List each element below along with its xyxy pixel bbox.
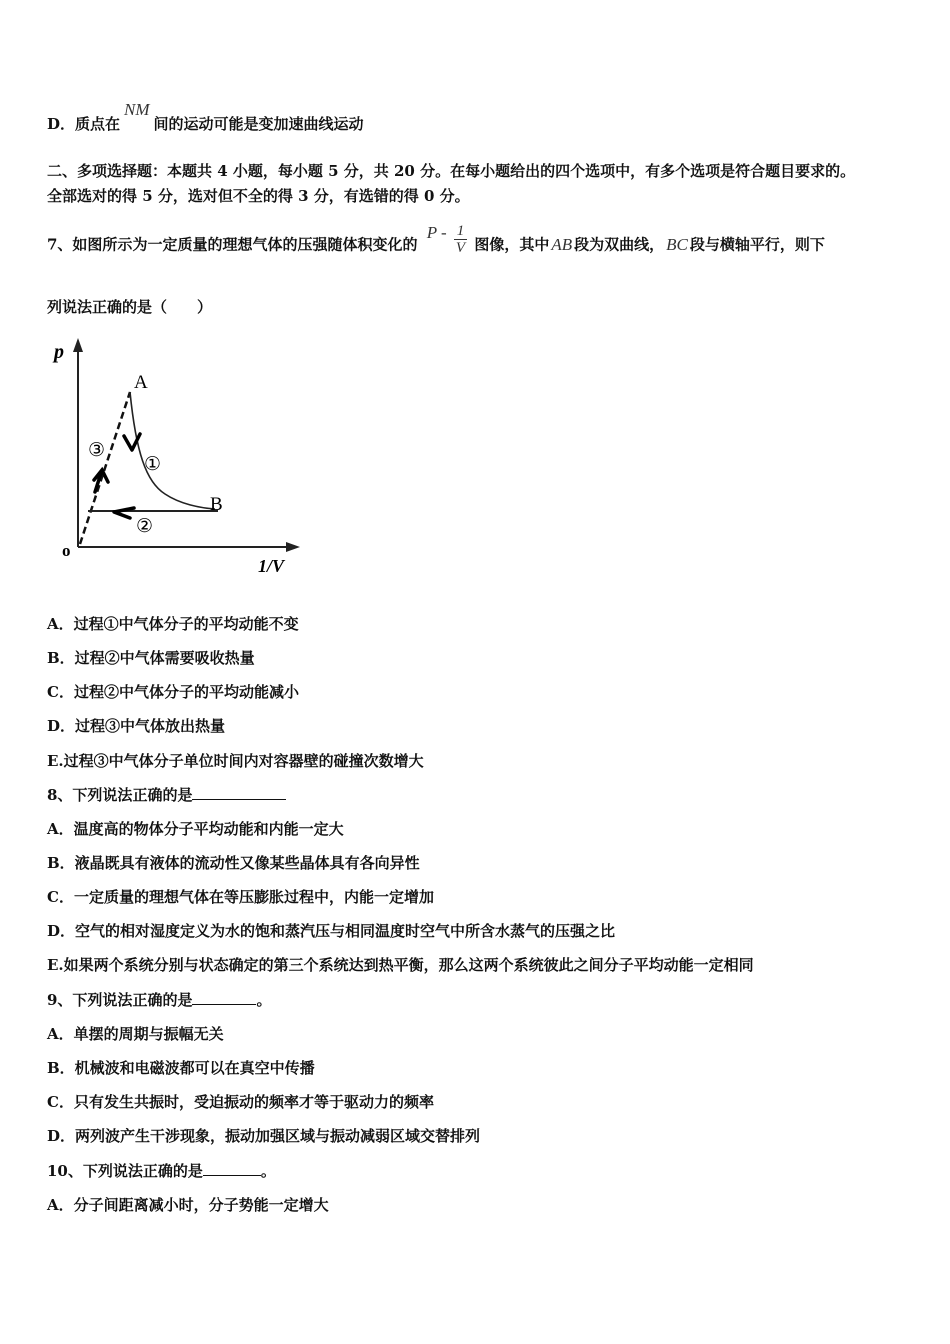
q7-fraction	[454, 223, 467, 256]
q7-math-bc: BC	[666, 234, 688, 254]
q10-stem-end: 。	[260, 1162, 276, 1180]
process-3-line	[80, 392, 130, 544]
process-1-label: ①	[144, 453, 162, 475]
q8-option-d: D．空气的相对湿度定义为水的饱和蒸汽压与相同温度时空气中所含水蒸气的压强之比	[47, 922, 616, 940]
q7-stem-a: 7、如图所示为一定质量的理想气体的压强随体积变化的	[47, 235, 418, 254]
q7-fraction-denominator: V	[455, 240, 466, 256]
x-axis-arrow	[286, 542, 300, 552]
q9-option-c: C．只有发生共振时，受迫振动的频率才等于驱动力的频率	[47, 1093, 434, 1111]
origin-label: o	[62, 541, 71, 560]
q7-stem-d: 段与横轴平行，则下	[689, 235, 825, 254]
process-1-arrow	[124, 434, 140, 450]
y-axis-arrow	[73, 338, 83, 352]
q10-stem	[47, 1161, 276, 1181]
q9-option-a: A．单摆的周期与振幅无关	[47, 1025, 224, 1043]
q7-stem-line1	[47, 222, 825, 262]
q8-option-b: B．液晶既具有液体的流动性又像某些晶体具有各向异性	[47, 854, 420, 872]
section2-instructions-line1: 二、多项选择题：本题共 4 小题，每小题 5 分，共 20 分。在每小题给出的四个选项中，有多个选项是符合题目要求的。	[47, 162, 856, 180]
point-a-label: A	[134, 372, 148, 393]
q7-stem-c: 段为双曲线，	[574, 235, 665, 254]
q8-stem	[47, 785, 286, 805]
q10-answer-blank	[203, 1161, 261, 1176]
q7-option-a: A．过程①中气体分子的平均动能不变	[47, 615, 299, 633]
q7-stem-b: 图像，其中	[474, 235, 550, 254]
process-2-label: ②	[136, 515, 154, 537]
q6-option-d-suffix: 间的运动可能是变加速曲线运动	[153, 115, 364, 133]
q9-stem-end: 。	[256, 991, 272, 1009]
q7-math-ab: AB	[551, 234, 573, 254]
q10-stem-text: 10、下列说法正确的是	[47, 1162, 203, 1180]
q7-math-p: P -	[426, 222, 447, 242]
q9-answer-blank	[192, 990, 256, 1005]
q8-answer-blank	[192, 785, 286, 800]
q8-option-a: A．温度高的物体分子平均动能和内能一定大	[47, 820, 344, 838]
q10-option-a: A．分子间距离减小时，分子势能一定增大	[47, 1196, 329, 1214]
q7-option-e: E.过程③中气体分子单位时间内对容器壁的碰撞次数增大	[47, 752, 424, 770]
q6-option-d	[47, 100, 364, 134]
q7-fraction-numerator: 1	[454, 223, 467, 240]
q9-option-b: B．机械波和电磁波都可以在真空中传播	[47, 1059, 315, 1077]
process-3-label: ③	[88, 439, 106, 461]
q6-option-d-prefix: D．质点在	[47, 115, 121, 133]
point-b-label: B	[210, 494, 223, 515]
section2-instructions-line2: 全部选对的得 5 分，选对但不全的得 3 分，有选错的得 0 分。	[47, 187, 470, 205]
x-axis-label: 1/V	[258, 556, 285, 576]
q7-option-b: B．过程②中气体需要吸收热量	[47, 649, 255, 667]
q7-pv-figure	[50, 332, 310, 582]
q9-option-d: D．两列波产生干涉现象，振动加强区域与振动减弱区域交替排列	[47, 1127, 481, 1145]
process-2-arrow	[114, 508, 134, 518]
q8-option-c: C．一定质量的理想气体在等压膨胀过程中，内能一定增加	[47, 888, 434, 906]
y-axis-label: p	[54, 341, 64, 363]
q6-option-d-math: NM	[124, 100, 150, 119]
q7-option-c: C．过程②中气体分子的平均动能减小	[47, 683, 299, 701]
q8-stem-text: 8、下列说法正确的是	[47, 786, 193, 804]
q9-stem	[47, 990, 271, 1010]
q7-option-d: D．过程③中气体放出热量	[47, 717, 226, 735]
q9-stem-text: 9、下列说法正确的是	[47, 991, 193, 1009]
process-1-curve	[130, 392, 215, 509]
q8-option-e: E.如果两个系统分别与状态确定的第三个系统达到热平衡，那么这两个系统彼此之间分子平均动能一定相同	[47, 956, 754, 974]
q7-stem-line2: 列说法正确的是（ ）	[47, 298, 213, 316]
